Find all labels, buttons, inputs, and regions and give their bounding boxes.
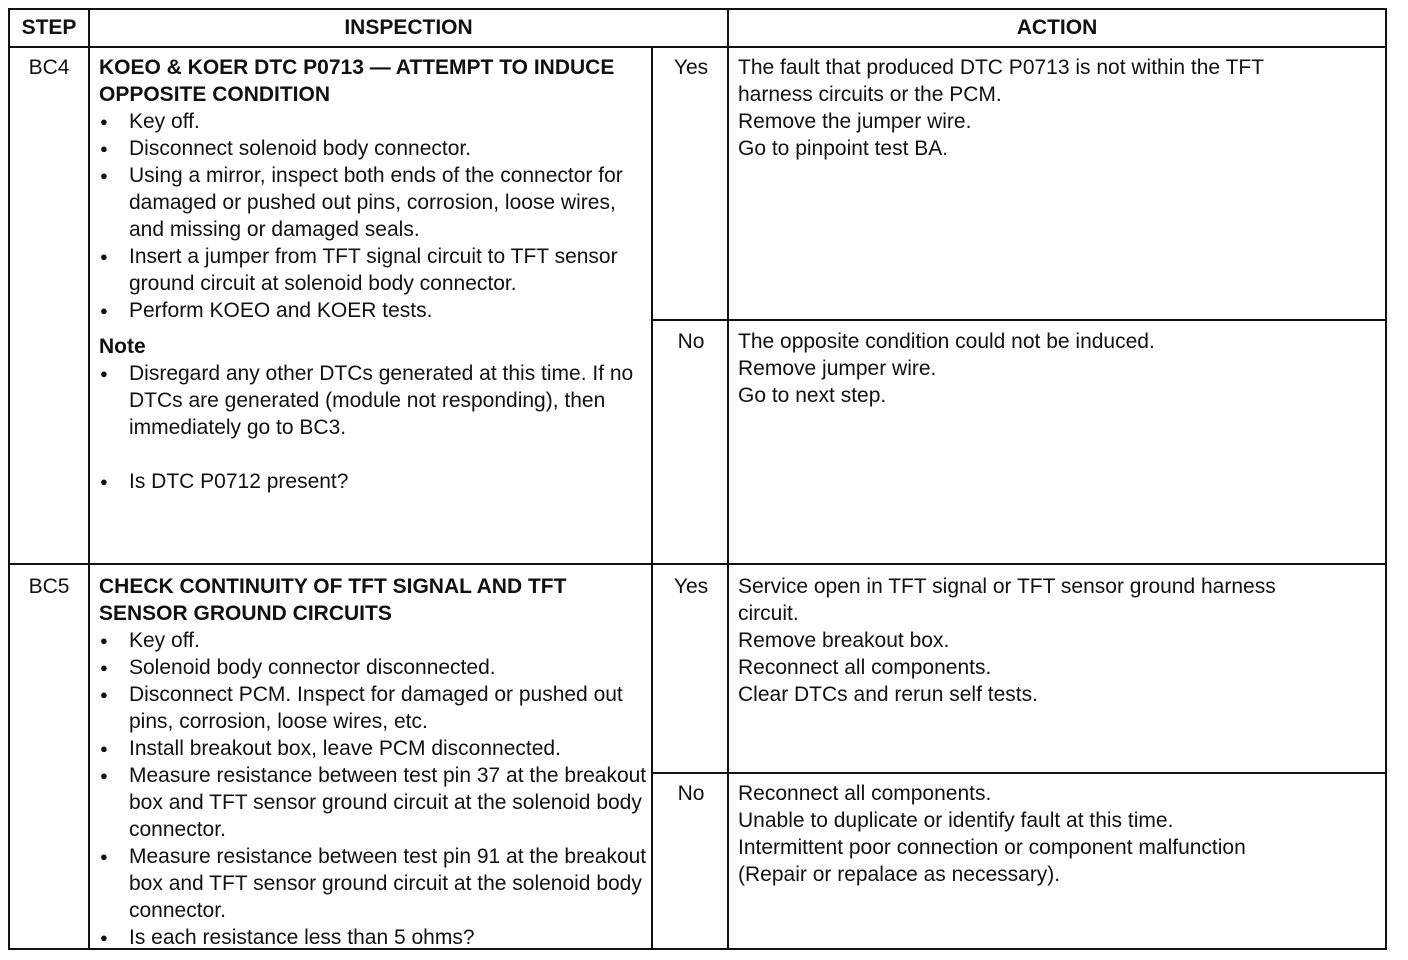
note-label: Note (99, 335, 146, 358)
action-line: Go to next step. (738, 384, 887, 407)
action-line: harness circuits or the PCM. (738, 83, 1002, 106)
bullet-item: ● Is each resistance less than 5 ohms? (99, 924, 647, 951)
bullet-item: ● Disconnect solenoid body connector. (99, 135, 647, 162)
diagnostic-table (8, 8, 1387, 950)
bullet-item: ● Key off. (99, 627, 647, 654)
header-divider (10, 46, 1385, 48)
action-line: Remove the jumper wire. (738, 110, 972, 133)
no-label: No (677, 782, 705, 805)
yes-action (738, 54, 1264, 162)
yes-label: Yes (673, 575, 709, 598)
inspection-cell (99, 573, 647, 951)
bullet-item: ● Using a mirror, inspect both ends of the connector for damaged or pushed out pins, corrosion, loose wires, and missing or damaged seals. (99, 162, 647, 243)
no-action (738, 328, 1155, 409)
action-line: Go to pinpoint test BA. (738, 137, 949, 160)
action-line: Remove breakout box. (738, 629, 950, 652)
action-line: Unable to duplicate or identify fault at this time. (738, 809, 1174, 832)
header-step: STEP (21, 16, 77, 39)
action-line: The fault that produced DTC P0713 is not within the TFT (738, 56, 1265, 79)
row-divider (10, 563, 1385, 565)
action-line: Remove jumper wire. (738, 357, 937, 380)
step-title: CHECK CONTINUITY OF TFT SIGNAL AND TFT SENSOR GROUND CIRCUITS (99, 575, 567, 625)
bullet-item: ● Key off. (99, 108, 647, 135)
bullet-item: ● Disconnect PCM. Inspect for damaged or pushed out pins, corrosion, loose wires, etc. (99, 681, 647, 735)
step-title: KOEO & KOER DTC P0713 — ATTEMPT TO INDUCE OPPOSITE CONDITION (99, 56, 615, 106)
note-bullet: ● Disregard any other DTCs generated at this time. If no DTCs are generated (module not responding), then immediately go to BC3. (99, 360, 647, 441)
action-line: Reconnect all components. (738, 656, 992, 679)
yes-label: Yes (673, 56, 709, 79)
no-action (738, 780, 1246, 888)
step-column-divider (88, 10, 90, 948)
bc5-yes-no-divider (651, 772, 1385, 774)
bullet-item: ● Perform KOEO and KOER tests. (99, 297, 647, 324)
bullet-item: ● Insert a jumper from TFT signal circuit to TFT sensor ground circuit at solenoid body connector. (99, 243, 647, 297)
step-label: BC5 (28, 575, 70, 598)
yes-action (738, 573, 1276, 708)
bullet-item: ● Measure resistance between test pin 91 at the breakout box and TFT sensor ground circuit at the solenoid body connector. (99, 843, 647, 924)
action-line: circuit. (738, 602, 799, 625)
action-line: The opposite condition could not be induced. (738, 330, 1155, 353)
header-inspection: INSPECTION (344, 16, 473, 39)
bc4-yes-no-divider (651, 319, 1385, 321)
action-line: (Repair or repalace as necessary). (738, 863, 1061, 886)
action-column-divider (727, 10, 729, 948)
bullet-item: ● Install breakout box, leave PCM disconnected. (99, 735, 647, 762)
header-action: ACTION (1016, 16, 1098, 39)
bullet-item: ● Measure resistance between test pin 37 at the breakout box and TFT sensor ground circuit at the solenoid body connector. (99, 762, 647, 843)
action-line: Service open in TFT signal or TFT sensor ground harness (738, 575, 1276, 598)
action-line: Reconnect all components. (738, 782, 992, 805)
step-label: BC4 (28, 56, 70, 79)
inspection-cell (99, 54, 647, 495)
yesno-column-divider (651, 48, 653, 948)
bullet-item: ● Solenoid body connector disconnected. (99, 654, 647, 681)
action-line: Intermittent poor connection or component malfunction (738, 836, 1246, 859)
no-label: No (677, 330, 705, 353)
question-bullet: ● Is DTC P0712 present? (99, 468, 647, 495)
action-line: Clear DTCs and rerun self tests. (738, 683, 1038, 706)
